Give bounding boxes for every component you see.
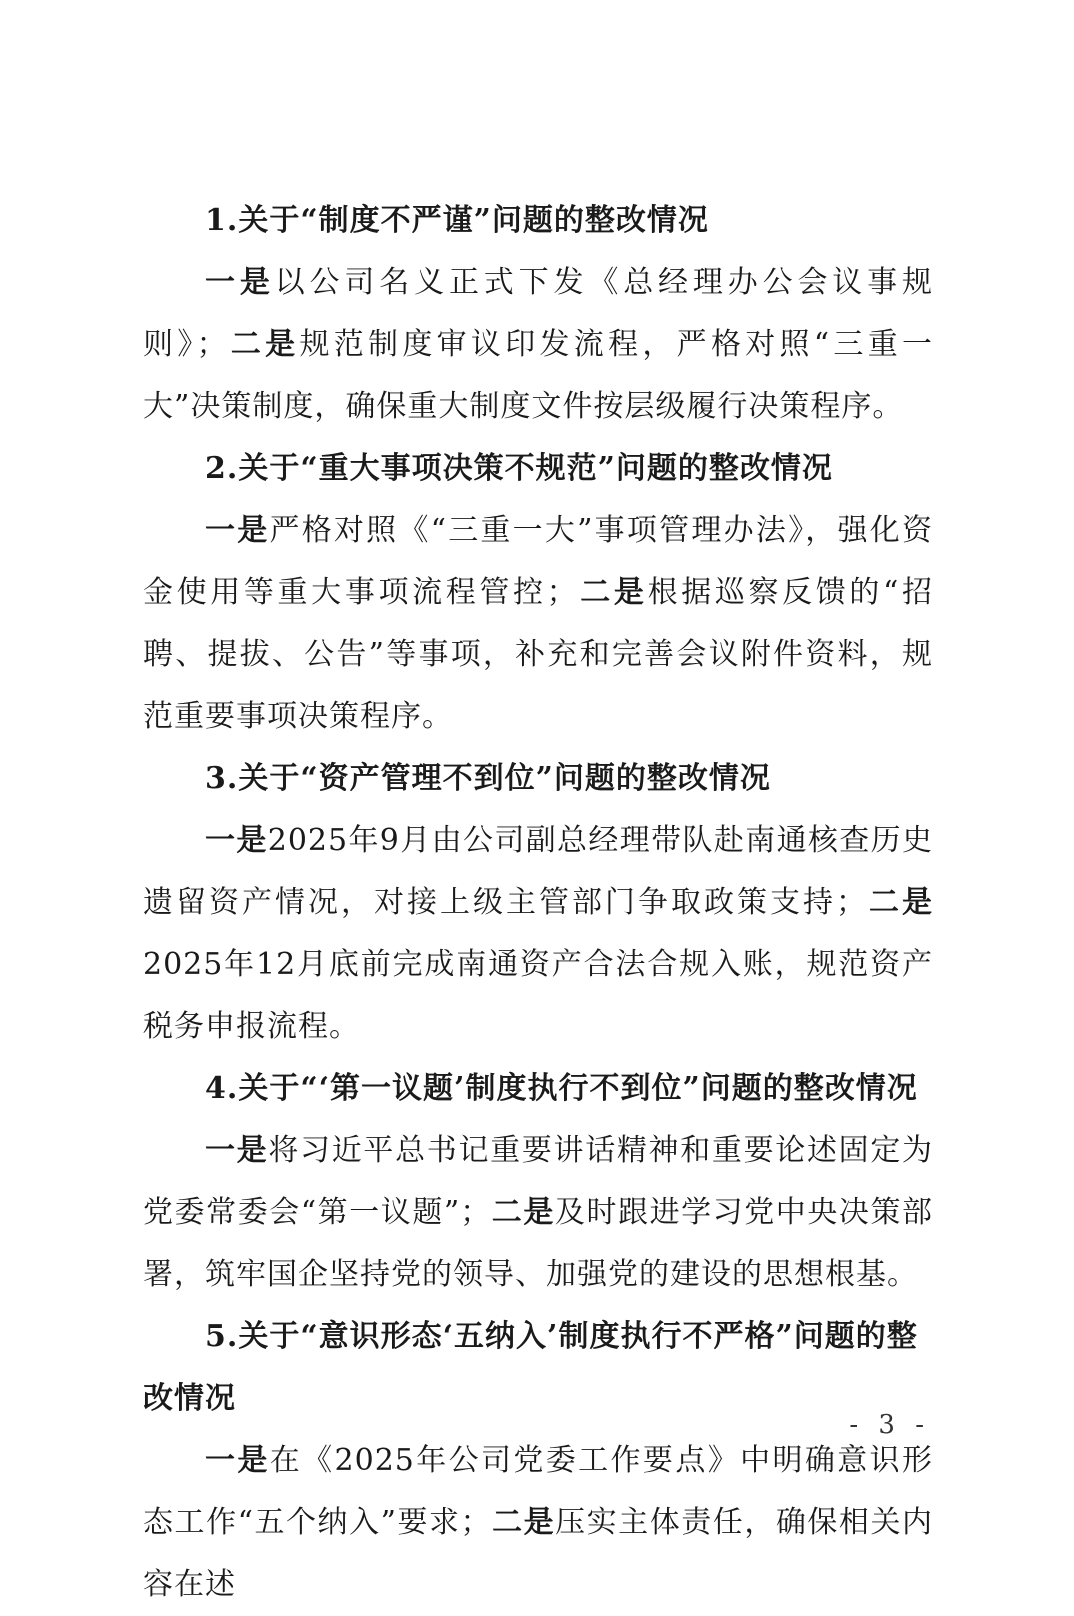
- item-text: 将习近平总书记重要讲话精神和重要论述固定为党委常委会“第一议题”；: [143, 1133, 934, 1230]
- section-paragraph-2: [143, 500, 933, 748]
- item-text: 在《2025年公司党委工作要点》中明确意识形态工作“五个纳入”要求；: [143, 1443, 933, 1540]
- item-label: 二是: [577, 575, 648, 610]
- item-label: 一是: [205, 513, 270, 548]
- section-heading-5: 5.关于“意识形态‘五纳入’制度执行不严格”问题的整改情况: [143, 1319, 918, 1416]
- document-body: [143, 190, 933, 1616]
- section-heading-1: 1.关于“制度不严谨”问题的整改情况: [205, 203, 709, 238]
- item-text: 严格对照《“三重一大”事项管理办法》，强化资金使用等重大事项流程管控；: [143, 513, 933, 610]
- section-heading-4: 4.关于“‘第一议题’制度执行不到位”问题的整改情况: [205, 1071, 918, 1106]
- item-text: 2025年9月由公司副总经理带队赴南通核查历史遗留资产情况，对接上级主管部门争取政策支持；: [143, 823, 934, 920]
- item-text: 2025年12月底前完成南通资产合法合规入账，规范资产税务申报流程。: [143, 947, 933, 1044]
- item-text: 以公司名义正式下发《总经理办公会议事规则》；: [143, 265, 934, 362]
- item-label: 一是: [205, 823, 268, 858]
- item-text: 根据巡察反馈的“招聘、提拔、公告”等事项，补充和完善会议附件资料，规范重要事项决策程序。: [143, 575, 934, 734]
- section-heading-2: 2.关于“重大事项决策不规范”问题的整改情况: [205, 451, 833, 486]
- section-paragraph-4: [143, 1120, 933, 1306]
- item-label: 一是: [205, 1443, 270, 1478]
- section-heading-3: 3.关于“资产管理不到位”问题的整改情况: [205, 761, 771, 796]
- item-label: 二是: [491, 1195, 555, 1230]
- section-paragraph-3: [143, 810, 933, 1058]
- item-label: 二是: [491, 1505, 556, 1540]
- page-number: - 3 -: [849, 1410, 930, 1440]
- item-label: 二是: [867, 885, 933, 920]
- item-label: 一是: [205, 1133, 269, 1168]
- item-label: 二是: [227, 327, 300, 362]
- item-text: 规范制度审议印发流程，严格对照“三重一大”决策制度，确保重大制度文件按层级履行决策程序。: [143, 327, 934, 424]
- item-text: 及时跟进学习党中央决策部署，筑牢国企坚持党的领导、加强党的建设的思想根基。: [143, 1195, 934, 1292]
- section-paragraph-5: [143, 1430, 933, 1616]
- item-text: 压实主体责任，确保相关内容在述: [143, 1505, 933, 1602]
- section-paragraph-1: [143, 252, 933, 438]
- item-label: 一是: [205, 265, 275, 300]
